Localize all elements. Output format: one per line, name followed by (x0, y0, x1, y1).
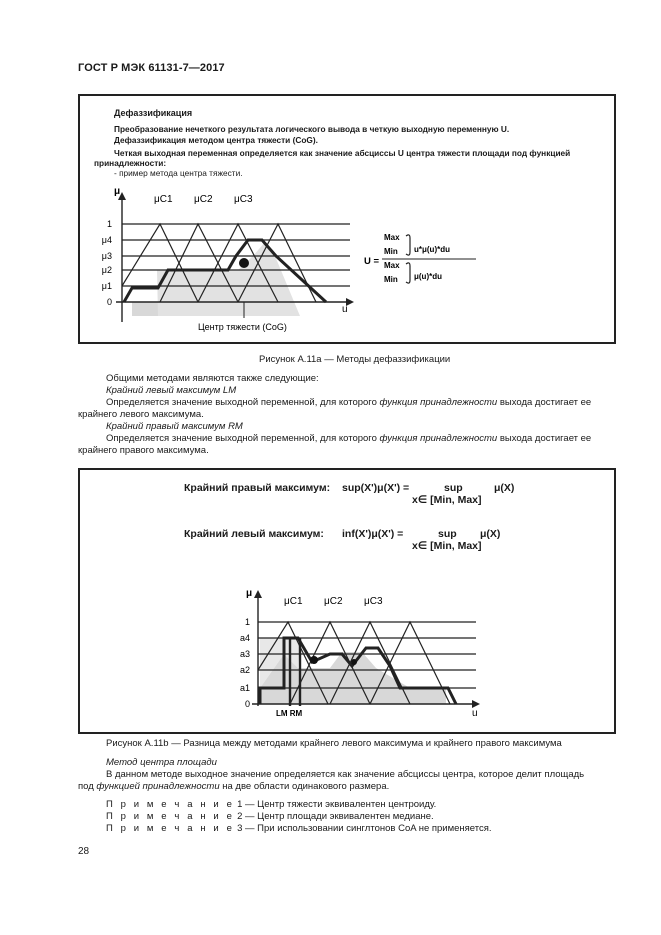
formula-num-expr: u*μ(u)*du (414, 245, 450, 254)
rm-description: Определяется значение выходной переменной, для которого функция принадлежности выхода достигает ее (106, 433, 592, 444)
figure-a-y-mu4: μ4 (101, 235, 112, 245)
figure-a-line-4: принадлежности: (94, 158, 167, 168)
figure-a-y-mu2: μ2 (101, 265, 112, 275)
note-3: П р и м е ч а н и е 3 — При использовании синглтонов CoA не применяется. (106, 823, 492, 834)
rm-formula-label: Крайний правый максимум: (184, 482, 331, 494)
figure-b-lm-rm-marks: LM RM (276, 709, 303, 718)
figure-b-y-0: 0 (244, 699, 250, 709)
coa-heading: Метод центра площади (106, 757, 217, 768)
lm-formula-range: x∈ [Min, Max] (412, 540, 482, 552)
figure-b-term-c2: μC2 (324, 596, 343, 607)
figure-a-line-5: - пример метода центра тяжести. (114, 168, 243, 178)
rm-heading: Крайний правый максимум RM (106, 421, 243, 432)
lm-formula-label: Крайний левый максимум: (184, 528, 324, 540)
formula-den-min: Min (384, 275, 398, 284)
lm-formula-expr: inf(X')μ(X') = (342, 528, 404, 540)
figure-b-y-a3: a3 (239, 649, 250, 659)
figure-b-mu-label: μ (246, 588, 253, 599)
figure-a-mu-label: μ (114, 186, 121, 197)
formula-num-max: Max (384, 233, 400, 242)
lm-formula-sup: sup (438, 528, 457, 540)
lm-description: Определяется значение выходной переменной, для которого функция принадлежности выхода достигает ее (106, 397, 592, 408)
lm-heading: Крайний левый максимум LM (106, 385, 237, 396)
figure-a-y-mu1: μ1 (101, 281, 112, 291)
formula-den-max: Max (384, 261, 400, 270)
common-methods-text: Общими методами являются также следующие: (106, 373, 319, 384)
figure-a-y-0: 0 (106, 297, 112, 307)
figure-a-frame (78, 94, 616, 344)
cog-point (239, 258, 249, 268)
figure-a-term-c1: μC1 (154, 194, 173, 205)
rm-formula-expr: sup(X')μ(X') = (342, 482, 410, 494)
figure-a-y-1: 1 (106, 219, 112, 229)
figure-a-term-c2: μC2 (194, 194, 213, 205)
figure-b-chart (80, 470, 614, 732)
page-number: 28 (78, 846, 90, 857)
figure-b-frame (78, 468, 616, 734)
coa-paragraph: В данном методе выходное значение определяется как значение абсциссы центра, которое делит площадь (106, 769, 585, 780)
rm-formula-range: x∈ [Min, Max] (412, 494, 482, 506)
figure-a-line-1: Преобразование нечеткого результата логического вывода в четкую выходную переменную U. (114, 124, 510, 134)
formula-lhs: U = (364, 256, 380, 267)
formula-den-expr: μ(u)*du (414, 272, 442, 281)
rm-formula-mu: μ(X) (494, 482, 515, 494)
document-header: ГОСТ Р МЭК 61131-7—2017 (78, 62, 225, 74)
figure-a-line-3: Четкая выходная переменная определяется как значение абсциссы U центра тяжести площади под функцией (114, 148, 571, 158)
lm-formula-mu: μ(X) (480, 528, 501, 540)
figure-a-line-2: Дефаззификация методом центра тяжести (CoG). (114, 135, 318, 145)
figure-a-chart (80, 96, 614, 342)
figure-a-u-label: u (342, 304, 348, 315)
figure-a-title: Дефаззификация (114, 108, 193, 118)
figure-b-y-a1: a1 (239, 683, 250, 693)
figure-b-term-c3: μC3 (364, 596, 383, 607)
figure-a-caption: Рисунок А.11а — Методы дефаззификации (259, 354, 451, 365)
rm-formula-sup: sup (444, 482, 463, 494)
note-2: П р и м е ч а н и е 2 — Центр площади эквивалентен медиане. (106, 811, 434, 822)
figure-b-y-1: 1 (244, 617, 250, 627)
rm-description-wrap: крайнего правого максимума. (78, 445, 209, 456)
figure-a-term-c3: μC3 (234, 194, 253, 205)
figure-b-y-a4: a4 (239, 633, 250, 643)
coa-paragraph-wrap: под функцией принадлежности на две области одинакового размера. (78, 781, 390, 792)
lm-description-wrap: крайнего левого максимума. (78, 409, 204, 420)
figure-b-y-a2: a2 (239, 665, 250, 675)
figure-b-term-c1: μC1 (284, 596, 303, 607)
figure-b-caption: Рисунок А.11b — Разница между методами крайнего левого максимума и крайнего правого максимума (106, 738, 562, 749)
cog-label: Центр тяжести (CoG) (198, 322, 287, 332)
note-1: П р и м е ч а н и е 1 — Центр тяжести эквивалентен центроиду. (106, 799, 437, 810)
formula-num-min: Min (384, 247, 398, 256)
figure-a-y-mu3: μ3 (101, 251, 112, 261)
figure-b-u-label: u (472, 708, 478, 719)
